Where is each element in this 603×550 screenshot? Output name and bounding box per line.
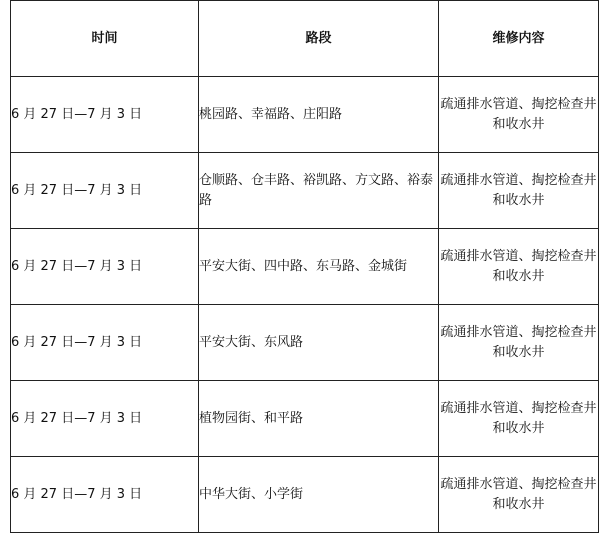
- cell-road: 平安大街、东风路: [199, 305, 439, 381]
- table-row: [11, 229, 599, 305]
- table-row: [11, 457, 599, 533]
- cell-time: 6 月 27 日—7 月 3 日: [11, 305, 199, 381]
- cell-work: 疏通排水管道、掏挖检查井和收水井: [439, 381, 599, 457]
- cell-time: 6 月 27 日—7 月 3 日: [11, 153, 199, 229]
- cell-road: 平安大街、四中路、东马路、金城街: [199, 229, 439, 305]
- table-row: [11, 153, 599, 229]
- table-body: [11, 77, 599, 533]
- cell-work: 疏通排水管道、掏挖检查井和收水井: [439, 153, 599, 229]
- cell-road: 中华大街、小学街: [199, 457, 439, 533]
- cell-work: 疏通排水管道、掏挖检查井和收水井: [439, 457, 599, 533]
- maintenance-schedule-table: [10, 0, 599, 533]
- cell-time: 6 月 27 日—7 月 3 日: [11, 381, 199, 457]
- table-row: [11, 305, 599, 381]
- cell-time: 6 月 27 日—7 月 3 日: [11, 457, 199, 533]
- cell-road: 仓顺路、仓丰路、裕凯路、方文路、裕泰路: [199, 153, 439, 229]
- header-row: [11, 1, 599, 77]
- cell-road: 植物园街、和平路: [199, 381, 439, 457]
- cell-work: 疏通排水管道、掏挖检查井和收水井: [439, 305, 599, 381]
- header-road: 路段: [199, 1, 439, 77]
- table-row: [11, 77, 599, 153]
- table-row: [11, 381, 599, 457]
- cell-work: 疏通排水管道、掏挖检查井和收水井: [439, 77, 599, 153]
- cell-work: 疏通排水管道、掏挖检查井和收水井: [439, 229, 599, 305]
- cell-time: 6 月 27 日—7 月 3 日: [11, 229, 199, 305]
- cell-road: 桃园路、幸福路、庄阳路: [199, 77, 439, 153]
- header-work: 维修内容: [439, 1, 599, 77]
- cell-time: 6 月 27 日—7 月 3 日: [11, 77, 199, 153]
- header-time: 时间: [11, 1, 199, 77]
- table-header: [11, 1, 599, 77]
